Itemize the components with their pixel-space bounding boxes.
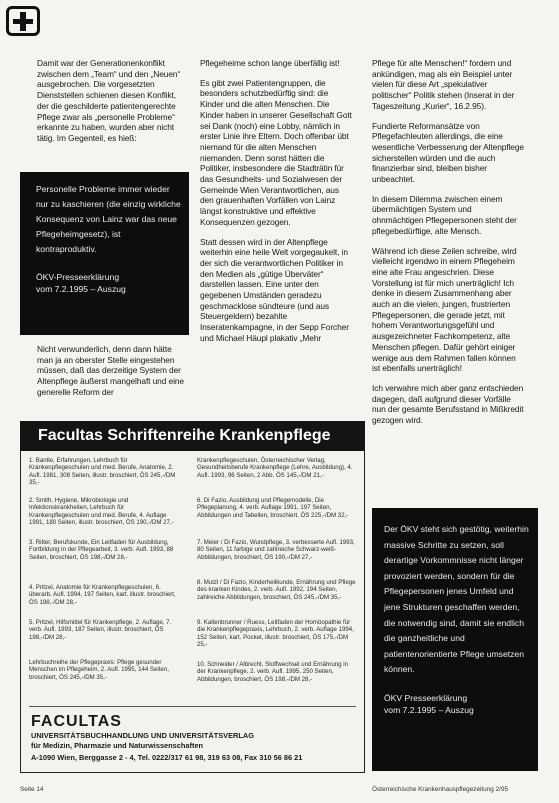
paragraph: Nicht verwunderlich, denn dann hätte man ja an oberster Stelle eingestehen müssen, daß das derzeitige System der Altenpflege äußerst mangelhaft und eine generelle Reform der (37, 344, 184, 397)
paragraph: Pflege für alte Menschen!“ fordern und ankündigen, mag als ein Beispiel unter vielen für diese Art „spekulativer politischer“ Politik stehen (Inserat in der Tageszeitung „Kurier“, 16.2.95). (372, 58, 515, 111)
quote-source: ÖKV Presseerklärung (384, 692, 468, 703)
book-entry: Lehrbuchreihe der Pflegepraxis: Pflege gesunder Menschen im Pflegeheim, 2. Aufl. 1995, 144 Seiten, broschiert, ÖS 245,-/DM 35,- (29, 659, 169, 681)
quote-box-left (20, 172, 189, 335)
publisher-address: A-1090 Wien, Berggasse 2 - 4, Tel. 0222/317 61 98, 319 63 08, Fax 310 56 86 21 (31, 753, 303, 762)
page-number: Seite 14 (20, 786, 44, 793)
ad-banner-title: Facultas Schriftenreihe Krankenpflege (20, 421, 365, 451)
book-entry: 5. Pritzel, Hilfsmittel für Krankenpflege, 2. Auflage, 7. verb. Aufl. 1993, 187 Seiten, illustr. broschiert, ÖS 198,-/DM 28,- (29, 619, 172, 641)
paragraph: Fundierte Reformansätze von Pflegefachleuten allerdings, die eine wesentliche Verbesserung der Altenpflege sicherstellen würden und die auch finanzierbar sind, bleiben bisher unbeachtet. (372, 120, 524, 185)
paragraph: Damit war der Generationenkonflikt zwischen dem „Team“ und den „Neuen“ ausgebrochen. Die vorgesetzten Dienststellen schienen diesen Konflikt, der die geschilderte patientengerechte Pflege zwar als „personelle Probleme“ erkannte zu haben, wurden aber nicht tätig. Im Gegenteil, es hieß: (37, 58, 181, 143)
column-3 (372, 58, 524, 435)
quote-text: Der ÖKV steht sich gestötig, weiterhin massive Schritte zu setzen, soll derartige Vorkommnisse nicht länger provoziert werden, sondern für die Pflegepersonen jenes Umfeld und jene Strukturen geschaffen werden, die notwendig sind, damit sie endlich die ganzheitliche und patientenorientierte Pflege umsetzen können. (384, 524, 529, 675)
publisher-line-1: UNIVERSITÄTSBUCHHANDLUNG UND UNIVERSITÄTSVERLAG (31, 731, 254, 740)
book-entry: 7. Meier / Di Fazio, Wundpflege, 3. verbesserte Aufl. 1993, 80 Seiten, 11 farbige und zahlreiche Schwarz-weiß-Abbildungen, broschiert, ÖS 190,-/DM 27,- (197, 539, 355, 561)
publisher-line-2: für Medizin, Pharmazie und Naturwissenschaften (31, 741, 204, 750)
book-entry: 2. Smith, Hygiene, Mikrobiologie und Infektionskrankheiten, Lehrbuch für Krankenpflegeschulen und med. Berufe, 4. Auflage 1991, 180 Seiten, illustr. broschiert, ÖS 190,-/DM 27,- (29, 497, 174, 527)
divider (29, 706, 356, 707)
book-entry: 4. Pritzel, Anatomie für Krankenpflegeschulen, 6. überarb. Aufl. 1994, 197 Seiten, kart. illustr. broschiert, ÖS 198,-/DM 28,- (29, 584, 176, 606)
column-1-bottom (37, 344, 187, 407)
book-entry: 6. Di Fazio, Ausbildung und Pflegemodelle, Die Pflegeplanung, 4. verb. Auflage 1991, 197 Seiten, Abbildungen und Tabellen, broschiert, ÖS 225,-/DM 32,- (197, 497, 349, 519)
book-entry: 10. Schneider / Albrecht, Stoffwechsel und Ernährung in der Krankenpflege, 2. verb. Aufl. 1995, 250 Seiten, Abbildungen, broschiert, ÖS 198,-/DM 28,- (197, 661, 348, 683)
quote-date: vom 7.2.1995 – Auszug (384, 704, 474, 715)
facultas-ad (20, 451, 365, 773)
paragraph: Während ich diese Zeilen schreibe, wird vielleicht irgendwo in einem Pflegeheim eine alte Frau angeschrien. Diese Vorstellung ist für mich unerträglich! Ich denke in diesem Zusammenhang aber auch an die vielen, jungen, frustrierten Pflegepersonen, die gerade jetzt, mit hohem Verantwortungsgefühl und ausgezeichneter Fachkompetenz, alte Menschen pflegen. Dafür gehört einiger wenige aus dem Rahmen fallen können ist ebenfalls unerträglich! (372, 245, 517, 374)
book-entry: Krankenpflegeschulen, Österreichischer Verlag, Gesundheitsberufe Krankenpflege (Lehre, Ausbildung), 4. Aufl. 1993, 96 Seiten, 2 Abb. ÖS 145,-/DM 21,- (197, 457, 353, 479)
paragraph: Ich verwahre mich aber ganz entschieden dagegen, daß aufgrund dieser Vorfälle nun der gesamte Berufsstand in Mißkredit gezogen wird. (372, 382, 524, 426)
publisher-name: FACULTAS (31, 713, 122, 730)
quote-text: Personelle Probleme immer wieder nur zu kaschieren (die einzig wirkliche Konsequenz von Lainz war das neue Pflegeheimgesetz), ist kontraproduktiv. (36, 184, 181, 254)
book-entry: 9. Kaltenbrunner / Ruess, Leitfaden der Homöopathie für die Krankenpflegepraxis, Lehrbuch, 2. verb. Auflage 1994, 152 Seiten, kart. Pocket, illustr. broschiert, ÖS 175,-/DM 25,- (197, 619, 354, 649)
quote-source: ÖKV-Presseerklärung (36, 272, 120, 282)
quote-box-right (372, 508, 538, 771)
book-entry: 8. Mutzl / Di Fazio, Kinderheilkunde, Ernährung und Pflege des kranken Kindes, 2. verb. Aufl. 1992, 194 Seiten, zahlreiche Abbildungen, broschiert, ÖS 245,-/DM 35,- (197, 579, 356, 601)
book-entry: 3. Ritter, Berufskunde, Ein Leitfaden für Ausbildung, Fortbildung in der Pflegearbeit, 3. verb. Aufl. 1993, 88 Seiten, broschiert, ÖS 198,-/DM 28,- (29, 539, 174, 561)
quote-date: vom 7.2.1995 – Auszug (36, 284, 126, 294)
paragraph: Statt dessen wird in der Altenpflege weiterhin eine heile Welt vorgegaukelt, in der sich die verantwortlichen Politiker in den Medien als „gütige Überväter“ darstellen lassen. Eine unter den gegebenen Umständen geradezu geschmacklose sündteure (und aus Steuergeldern) bezahlte Inseratenkampagne, in der Sepp Forcher und Michael Häupl plakativ „Mehr (200, 236, 349, 343)
book-entry: 1. Bantle, Erfahrungen, Lehrbuch für Krankenpflegeschulen und med. Berufe, Anatomie, 2. Aufl. 1981, 308 Seiten, illustr. broschiert, ÖS 245,-/DM 35,- (29, 457, 176, 487)
column-2 (200, 58, 352, 353)
journal-footer: Österreichische Krankenhauspflegezeitung 2/95 (372, 786, 509, 793)
paragraph: Es gibt zwei Patientengruppen, die besonders schutzbedürftig sind: die Kinder und die alten Menschen. Die Kinder haben in unserer Gesellschaft Gott sei Dank (noch) eine Lobby, nämlich in erster Linie ihre Eltern. Doch offenbar übt niemand für die alten Menschen niemanden. Denn sonst hätten die Politiker, insbesondere die Stadträtin für das Gesundheits- und Sozialwesen der Gemeinde Wien Verantwortlichen, aus den grauenhaften Vorfällen von Lainz längst konstruktive und effektive Konsequenzen gezogen. (200, 77, 352, 227)
ookv-logo (6, 6, 40, 36)
paragraph: Pflegeheime schon lange überfällig ist! (200, 58, 340, 68)
column-1-top (37, 58, 187, 153)
paragraph: In diesem Dilemma zwischen einem übermächtigen System und ohnmächtigen Pflegepersonen steht der pflegebedürftige, alte Mensch. (372, 193, 517, 236)
